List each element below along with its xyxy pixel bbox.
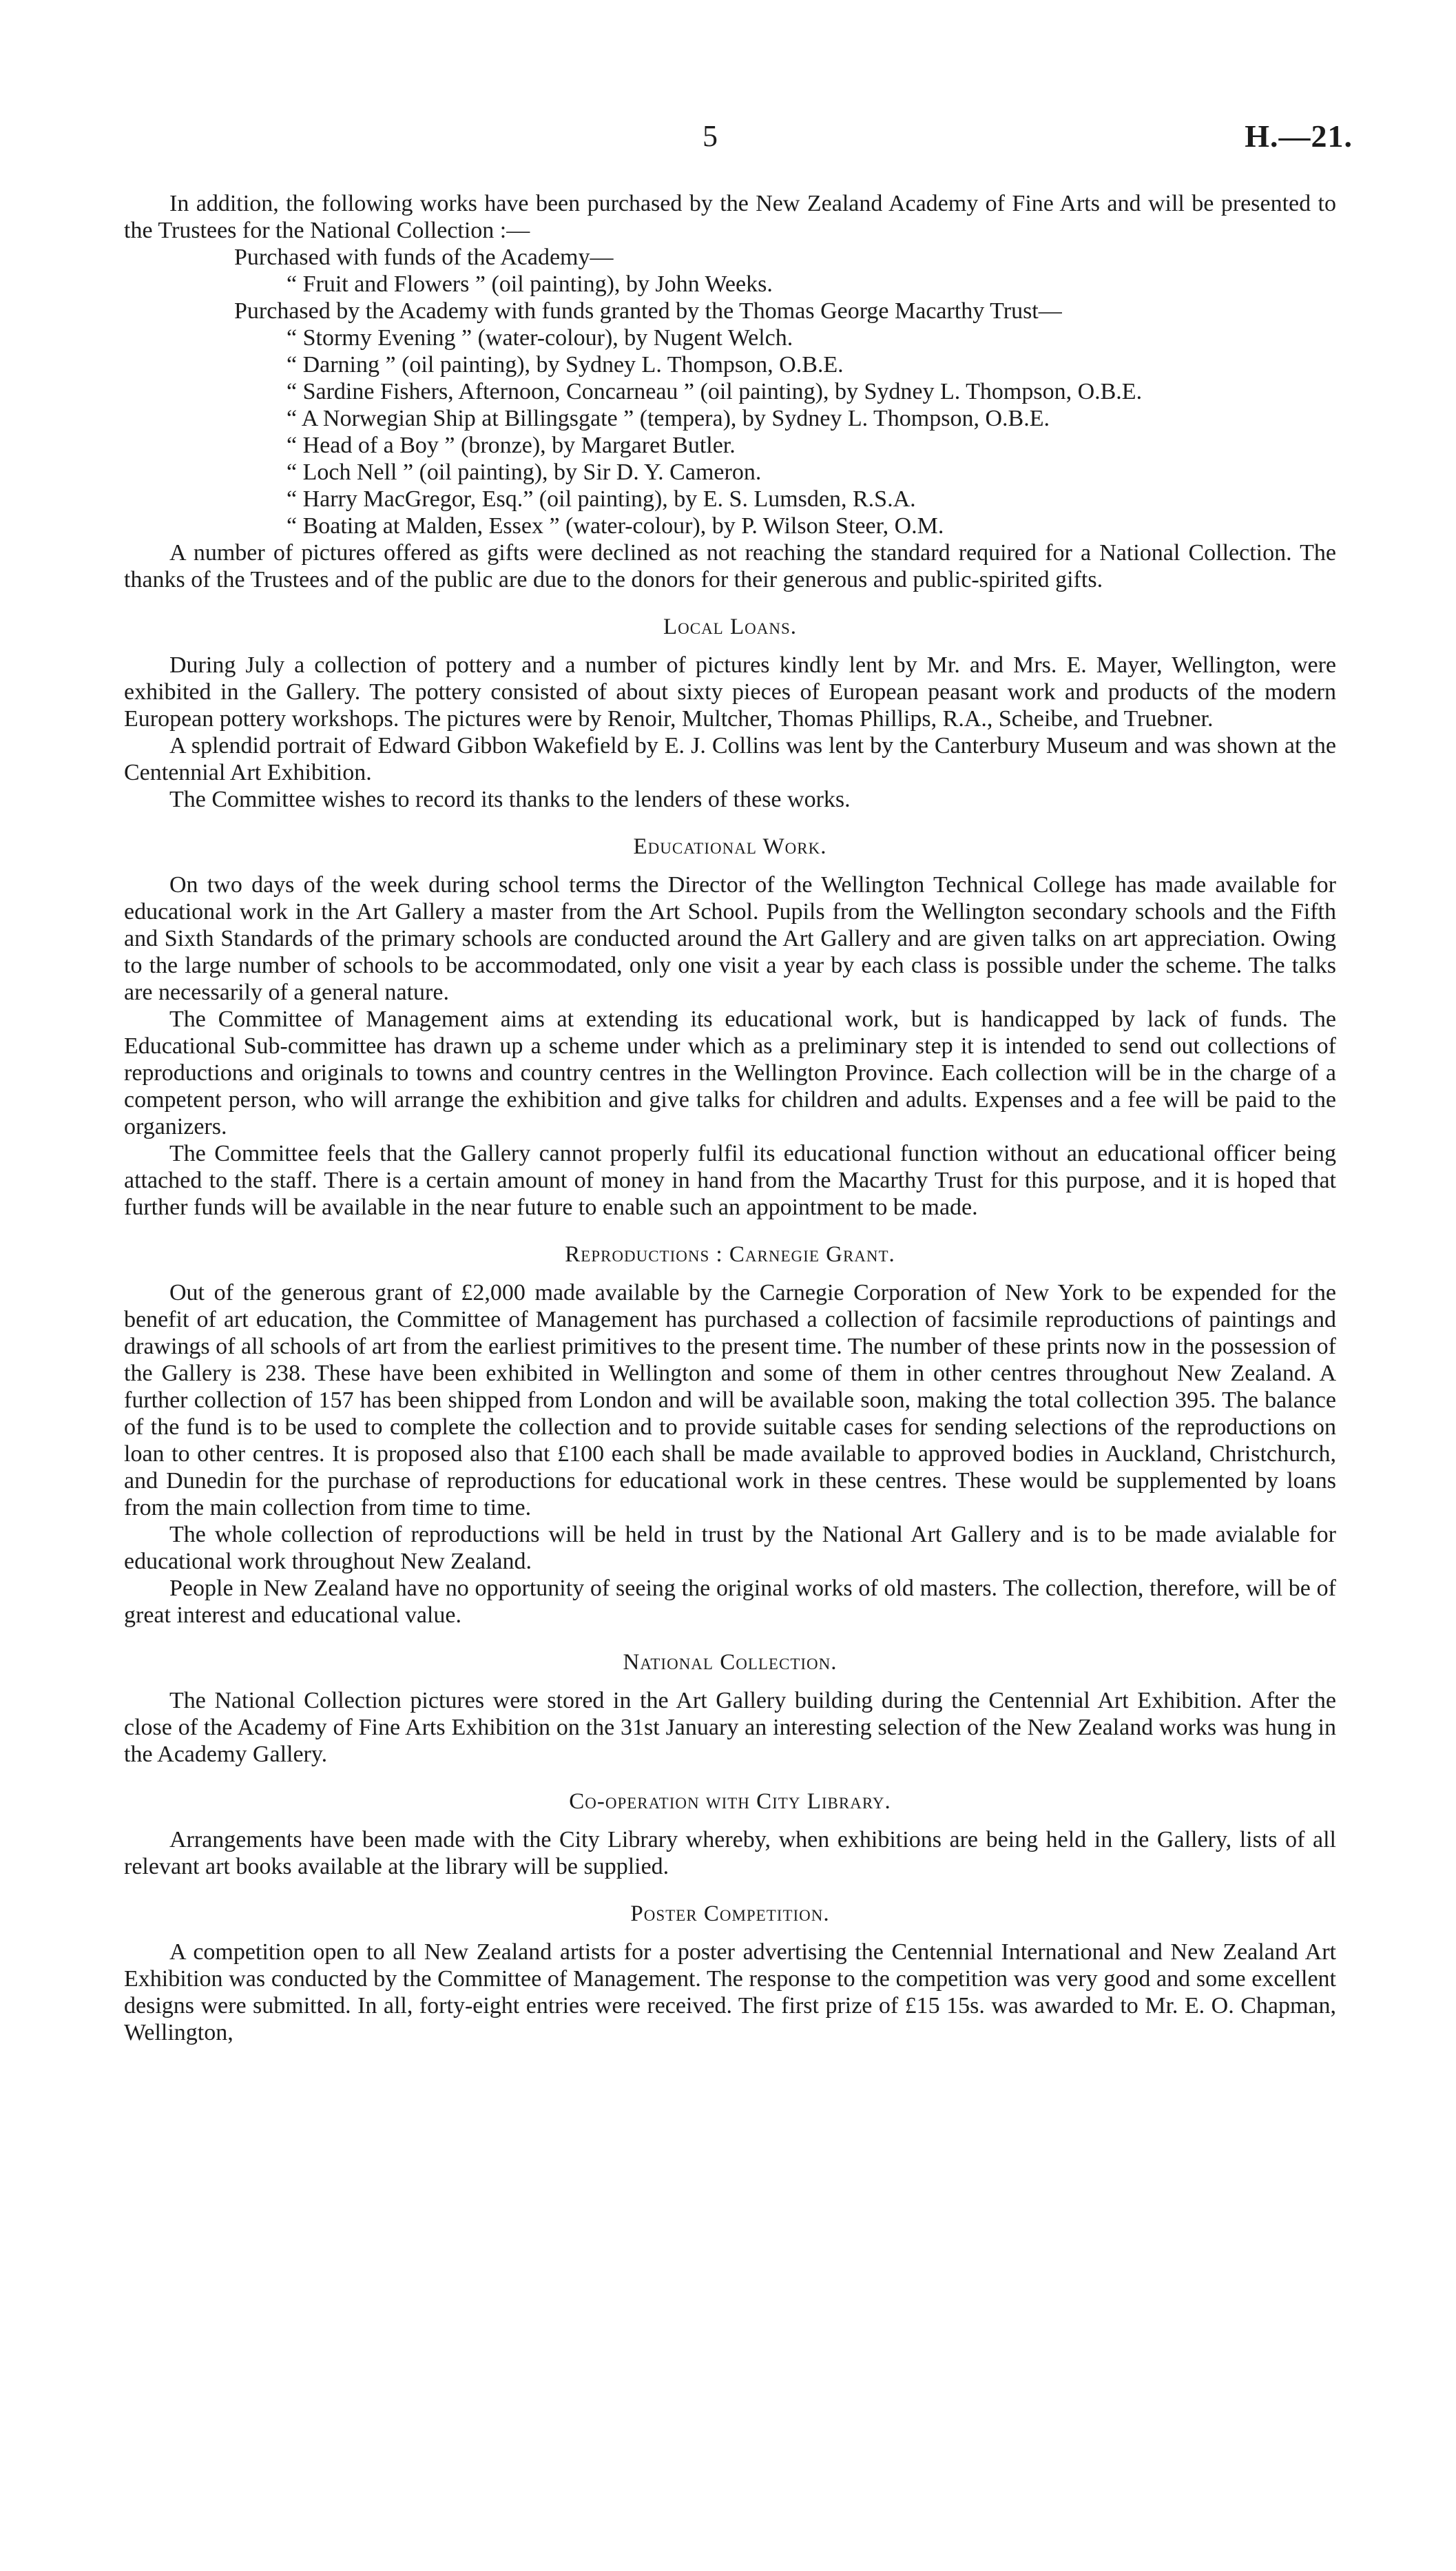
artwork-list-item: “ Stormy Evening ” (water-colour), by Nugent Welch. — [287, 325, 793, 351]
body-paragraph: People in New Zealand have no opportunity of seeing the original works of old masters. The collection, therefore, will be of great interest and educational value. — [124, 1576, 1336, 1628]
body-paragraph: Arrangements have been made with the City Library whereby, when exhibitions are being held in the Gallery, lists of all relevant art books available at the library will be supplied. — [124, 1827, 1336, 1879]
body-paragraph: During July a collection of pottery and a number of pictures kindly lent by Mr. and Mrs. E. Mayer, Wellington, were exhibited in the Gallery. The pottery consisted of about sixty pieces of European peasant work and products of the modern European pottery workshops. The pictures were by Renoir, Multcher, Thomas Phillips, R.A., Scheibe, and Truebner. — [124, 652, 1336, 732]
section-heading-city-library: Co-operation with City Library. — [569, 1789, 891, 1814]
artwork-list-item: “ Sardine Fishers, Afternoon, Concarneau ” (oil painting), by Sydney L. Thompson, O.B.E. — [287, 379, 1143, 404]
artwork-list-item: “ Darning ” (oil painting), by Sydney L. Thompson, O.B.E. — [287, 352, 844, 378]
body-paragraph: A splendid portrait of Edward Gibbon Wakefield by E. J. Collins was lent by the Canterbury Museum and was shown at the Centennial Art Exhibition. — [124, 733, 1336, 785]
artwork-list-item: “ Head of a Boy ” (bronze), by Margaret Butler. — [287, 433, 736, 458]
artwork-list-item: “ A Norwegian Ship at Billingsgate ” (tempera), by Sydney L. Thompson, O.B.E. — [287, 406, 1050, 431]
body-paragraph: The Committee wishes to record its thanks to the lenders of these works. — [169, 787, 851, 812]
body-paragraph: The whole collection of reproductions will be held in trust by the National Art Gallery and is to be made avialable for educational work throughout New Zealand. — [124, 1522, 1336, 1574]
section-heading-reproductions: Reproductions : Carnegie Grant. — [565, 1242, 895, 1267]
section-heading-poster-competition: Poster Competition. — [630, 1901, 830, 1926]
page-number: 5 — [703, 119, 718, 153]
artwork-list-item: “ Boating at Malden, Essex ” (water-colour), by P. Wilson Steer, O.M. — [287, 513, 944, 539]
artwork-list-item: “ Loch Nell ” (oil painting), by Sir D. Y. Cameron. — [287, 460, 762, 485]
artwork-list-item: “ Harry MacGregor, Esq.” (oil painting), by E. S. Lumsden, R.S.A. — [287, 486, 916, 512]
artwork-list-item: “ Fruit and Flowers ” (oil painting), by John Weeks. — [287, 271, 773, 297]
body-paragraph: A competition open to all New Zealand artists for a poster advertising the Centennial International and New Zealand Art Exhibition was conducted by the Committee of Management. The response to the competition was very good and some excellent designs were submitted. In all, forty-eight entries were received. The first prize of £15 15s. was awarded to Mr. E. O. Chapman, Wellington, — [124, 1939, 1336, 2045]
page-body — [124, 190, 1336, 2046]
purchase-group-heading: Purchased with funds of the Academy— — [234, 245, 614, 270]
body-paragraph: Out of the generous grant of £2,000 made available by the Carnegie Corporation of New York to be expended for the benefit of art education, the Committee of Management has purchased a collection of facsimile reproductions of paintings and drawings of all schools of art from the earliest primitives to the present time. The number of these prints now in the possession of the Gallery is 238. These have been exhibited in Wellington and some of them in other centres throughout New Zealand. A further collection of 157 has been shipped from London and will be available soon, making the total collection 395. The balance of the fund is to be used to complete the collection and to provide suitable cases for sending selections of the reproductions on loan to other centres. It is proposed also that £100 each shall be made available to approved bodies in Auckland, Christchurch, and Dunedin for the purchase of reproductions for educational work in these centres. These would be supplemented by loans from the main collection from time to time. — [124, 1280, 1336, 1520]
purchase-group-heading: Purchased by the Academy with funds granted by the Thomas George Macarthy Trust— — [234, 298, 1062, 324]
section-heading-national-collection: National Collection. — [623, 1650, 838, 1675]
intro-paragraph: In addition, the following works have been purchased by the New Zealand Academy of Fine Arts and will be presented to the Trustees for the National Collection :— — [124, 191, 1336, 243]
body-paragraph: The National Collection pictures were stored in the Art Gallery building during the Centennial Art Exhibition. After the close of the Academy of Fine Arts Exhibition on the 31st January an interesting selection of the New Zealand works was hung in the Academy Gallery. — [124, 1688, 1336, 1767]
gifts-paragraph: A number of pictures offered as gifts were declined as not reaching the standard required for a National Collection. The thanks of the Trustees and of the public are due to the donors for their generous and public-spirited gifts. — [124, 540, 1336, 592]
section-heading-educational-work: Educational Work. — [633, 834, 827, 859]
section-heading-local-loans: Local Loans. — [663, 615, 798, 639]
body-paragraph: The Committee of Management aims at extending its educational work, but is handicapped by lack of funds. The Educational Sub-committee has drawn up a scheme under which as a preliminary step it is intended to send out collections of reproductions and originals to towns and country centres in the Wellington Province. Each collection will be in the charge of a competent person, who will arrange the exhibition and give talks for children and adults. Expenses and a fee will be paid to the organizers. — [124, 1006, 1336, 1139]
body-paragraph: On two days of the week during school terms the Director of the Wellington Technical College has made available for educational work in the Art Gallery a master from the Art School. Pupils from the Wellington secondary schools and the Fifth and Sixth Standards of the primary schools are conducted around the Art Gallery and are given talks on art appreciation. Owing to the large number of schools to be accommodated, only one visit a year by each class is possible under the scheme. The talks are necessarily of a general nature. — [124, 872, 1336, 1005]
document-reference: H.—21. — [1245, 118, 1353, 154]
body-paragraph: The Committee feels that the Gallery cannot properly fulfil its educational function without an educational officer being attached to the staff. There is a certain amount of money in hand from the Macarthy Trust for this purpose, and it is hoped that further funds will be available in the near future to enable such an appointment to be made. — [124, 1141, 1336, 1220]
